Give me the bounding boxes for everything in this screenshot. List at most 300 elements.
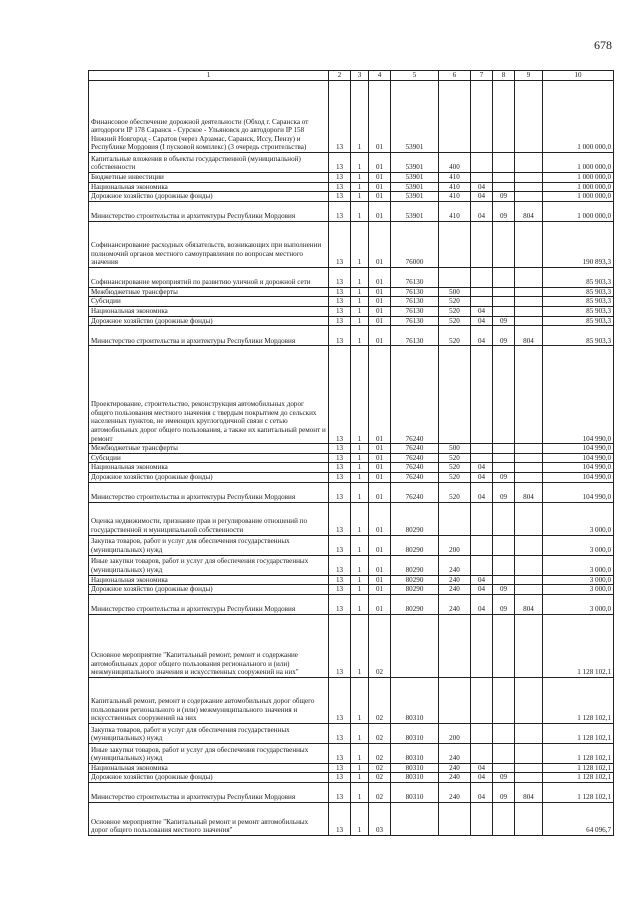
section-code-cell: 13 — [329, 482, 351, 502]
expense-type-cell: 240 — [439, 575, 471, 585]
target-article-cell: 76240 — [391, 463, 439, 473]
section-code-cell: 13 — [329, 614, 351, 677]
expense-type-cell: 200 — [439, 723, 471, 743]
section-code-cell: 13 — [329, 763, 351, 773]
subsection-code-cell: 1 — [351, 585, 369, 595]
target-article-cell: 80290 — [391, 502, 439, 535]
expense-type-cell — [439, 267, 471, 287]
expense-type-cell: 240 — [439, 743, 471, 763]
division-code-cell: 04 — [471, 594, 493, 614]
program-code-cell: 01 — [369, 81, 391, 153]
target-article-cell: 80290 — [391, 535, 439, 555]
table-row — [89, 346, 614, 444]
division-code-cell — [471, 802, 493, 835]
target-article-cell: 76130 — [391, 326, 439, 346]
subdivision-code-cell — [493, 182, 515, 192]
amount-cell: 64 096,7 — [543, 802, 614, 835]
subsection-code-cell: 1 — [351, 153, 369, 173]
program-code-cell: 01 — [369, 267, 391, 287]
division-code-cell: 04 — [471, 326, 493, 346]
program-code-cell: 02 — [369, 763, 391, 773]
expense-type-cell: 400 — [439, 153, 471, 173]
subdivision-code-cell: 09 — [493, 192, 515, 202]
table-row — [89, 773, 614, 783]
program-code-cell: 02 — [369, 614, 391, 677]
division-code-cell — [471, 153, 493, 173]
subsection-code-cell: 1 — [351, 346, 369, 444]
ministry-code-cell — [515, 153, 543, 173]
amount-cell: 1 000 000,0 — [543, 173, 614, 183]
division-code-cell: 04 — [471, 773, 493, 783]
table-row — [89, 453, 614, 463]
ministry-code-cell — [515, 173, 543, 183]
column-header: 2 — [329, 71, 351, 81]
expense-type-cell: 240 — [439, 594, 471, 614]
subdivision-code-cell — [493, 173, 515, 183]
target-article-cell: 80290 — [391, 575, 439, 585]
subdivision-code-cell — [493, 575, 515, 585]
program-code-cell: 01 — [369, 463, 391, 473]
target-article-cell — [391, 614, 439, 677]
row-name-cell: Бюджетные инвестиции — [89, 173, 329, 183]
section-code-cell: 13 — [329, 221, 351, 267]
amount-cell: 104 990,0 — [543, 463, 614, 473]
amount-cell: 3 000,0 — [543, 535, 614, 555]
amount-cell: 3 000,0 — [543, 594, 614, 614]
row-name-cell: Проектирование, строительство, реконструкция автомобильных дорог общего пользования местного значения с твердым покрытием до сельских населенных пунктов, не имеющих круглогодичной связи с сетью автомобильных дорог общего пользования, а также их капитальный ремонт и ремонт — [89, 346, 329, 444]
subdivision-code-cell: 09 — [493, 782, 515, 802]
subsection-code-cell: 1 — [351, 594, 369, 614]
row-name-cell: Основное мероприятие "Капитальный ремонт, ремонт и содержание автомобильных дорог общего пользования регионального и (или) межмуниципального значения и искусственных сооружений на них" — [89, 614, 329, 677]
program-code-cell: 01 — [369, 444, 391, 454]
table-row — [89, 221, 614, 267]
table-row — [89, 743, 614, 763]
division-code-cell — [471, 502, 493, 535]
division-code-cell — [471, 346, 493, 444]
ministry-code-cell — [515, 182, 543, 192]
division-code-cell: 04 — [471, 182, 493, 192]
amount-cell: 1 128 102,1 — [543, 723, 614, 743]
subdivision-code-cell — [493, 287, 515, 297]
section-code-cell: 13 — [329, 585, 351, 595]
ministry-code-cell — [515, 192, 543, 202]
ministry-code-cell — [515, 575, 543, 585]
table-row — [89, 297, 614, 307]
ministry-code-cell — [515, 614, 543, 677]
program-code-cell: 01 — [369, 346, 391, 444]
section-code-cell: 13 — [329, 153, 351, 173]
expense-type-cell — [439, 346, 471, 444]
subdivision-code-cell: 09 — [493, 316, 515, 326]
ministry-code-cell — [515, 297, 543, 307]
amount-cell: 85 903,3 — [543, 326, 614, 346]
section-code-cell: 13 — [329, 287, 351, 297]
target-article-cell: 76130 — [391, 306, 439, 316]
row-name-cell: Министерство строительства и архитектуры Республики Мордовия — [89, 201, 329, 221]
subsection-code-cell: 1 — [351, 297, 369, 307]
column-header: 3 — [351, 71, 369, 81]
table-row — [89, 782, 614, 802]
program-code-cell: 01 — [369, 201, 391, 221]
ministry-code-cell — [515, 463, 543, 473]
target-article-cell: 80310 — [391, 743, 439, 763]
table-body — [89, 81, 614, 836]
expense-type-cell — [439, 614, 471, 677]
section-code-cell: 13 — [329, 182, 351, 192]
program-code-cell: 01 — [369, 221, 391, 267]
subsection-code-cell: 1 — [351, 555, 369, 575]
section-code-cell: 13 — [329, 326, 351, 346]
program-code-cell: 01 — [369, 316, 391, 326]
subdivision-code-cell — [493, 297, 515, 307]
target-article-cell: 53901 — [391, 201, 439, 221]
subdivision-code-cell: 09 — [493, 594, 515, 614]
row-name-cell: Иные закупки товаров, работ и услуг для обеспечения государственных (муниципальных) нужд — [89, 743, 329, 763]
division-code-cell: 04 — [471, 192, 493, 202]
section-code-cell: 13 — [329, 575, 351, 585]
amount-cell: 1 000 000,0 — [543, 182, 614, 192]
subdivision-code-cell — [493, 306, 515, 316]
amount-cell: 1 128 102,1 — [543, 763, 614, 773]
program-code-cell: 01 — [369, 535, 391, 555]
subsection-code-cell: 1 — [351, 723, 369, 743]
section-code-cell: 13 — [329, 346, 351, 444]
ministry-code-cell — [515, 267, 543, 287]
subdivision-code-cell — [493, 763, 515, 773]
row-name-cell: Субсидии — [89, 453, 329, 463]
program-code-cell: 02 — [369, 677, 391, 723]
target-article-cell: 76000 — [391, 221, 439, 267]
subsection-code-cell: 1 — [351, 472, 369, 482]
row-name-cell: Софинансирование расходных обязательств, возникающих при выполнении полномочий органов местного самоуправления по вопросам местного значения — [89, 221, 329, 267]
amount-cell: 104 990,0 — [543, 482, 614, 502]
amount-cell: 3 000,0 — [543, 585, 614, 595]
amount-cell: 104 990,0 — [543, 472, 614, 482]
table-row — [89, 802, 614, 835]
row-name-cell: Министерство строительства и архитектуры Республики Мордовия — [89, 782, 329, 802]
target-article-cell: 53901 — [391, 182, 439, 192]
target-article-cell: 80290 — [391, 555, 439, 575]
subdivision-code-cell — [493, 81, 515, 153]
expense-type-cell: 520 — [439, 463, 471, 473]
subsection-code-cell: 1 — [351, 306, 369, 316]
page-number: 678 — [594, 38, 612, 52]
amount-cell: 85 903,3 — [543, 306, 614, 316]
subdivision-code-cell — [493, 802, 515, 835]
program-code-cell: 03 — [369, 802, 391, 835]
target-article-cell: 76240 — [391, 482, 439, 502]
ministry-code-cell — [515, 743, 543, 763]
table-row — [89, 81, 614, 153]
subdivision-code-cell — [493, 555, 515, 575]
expense-type-cell: 240 — [439, 555, 471, 575]
table-row — [89, 677, 614, 723]
table-row — [89, 192, 614, 202]
subdivision-code-cell — [493, 535, 515, 555]
row-name-cell: Финансовое обеспечение дорожной деятельности (Обход г. Саранска от автодороги IP 178 Саранск - Сурское - Ульяновск до автодороги IP 158 Нижний Новгород - Саратов (через Арзамас, Саранск, Иссу, Пензу) и Республике Мордовия (I пусковой комплекс) (3 очередь строительства) — [89, 81, 329, 153]
subdivision-code-cell — [493, 346, 515, 444]
table-row — [89, 535, 614, 555]
section-code-cell: 13 — [329, 297, 351, 307]
target-article-cell: 53901 — [391, 173, 439, 183]
ministry-code-cell — [515, 773, 543, 783]
division-code-cell — [471, 535, 493, 555]
ministry-code-cell: 804 — [515, 594, 543, 614]
section-code-cell: 13 — [329, 535, 351, 555]
section-code-cell: 13 — [329, 782, 351, 802]
row-name-cell: Закупка товаров, работ и услуг для обеспечения государственных (муниципальных) нужд — [89, 723, 329, 743]
subsection-code-cell: 1 — [351, 802, 369, 835]
section-code-cell: 13 — [329, 677, 351, 723]
subsection-code-cell: 1 — [351, 463, 369, 473]
expense-type-cell: 240 — [439, 782, 471, 802]
division-code-cell — [471, 453, 493, 463]
program-code-cell: 01 — [369, 453, 391, 463]
target-article-cell: 76130 — [391, 267, 439, 287]
expense-type-cell: 410 — [439, 201, 471, 221]
column-header: 7 — [471, 71, 493, 81]
division-code-cell — [471, 555, 493, 575]
target-article-cell: 80310 — [391, 782, 439, 802]
row-name-cell: Министерство строительства и архитектуры Республики Мордовия — [89, 326, 329, 346]
target-article-cell: 76130 — [391, 287, 439, 297]
division-code-cell: 04 — [471, 575, 493, 585]
subsection-code-cell: 1 — [351, 743, 369, 763]
subdivision-code-cell: 09 — [493, 482, 515, 502]
expense-type-cell — [439, 81, 471, 153]
table-row — [89, 173, 614, 183]
table-header-row — [89, 71, 614, 81]
program-code-cell: 01 — [369, 575, 391, 585]
section-code-cell: 13 — [329, 453, 351, 463]
expense-type-cell: 520 — [439, 453, 471, 463]
target-article-cell: 53901 — [391, 81, 439, 153]
section-code-cell: 13 — [329, 743, 351, 763]
ministry-code-cell — [515, 81, 543, 153]
amount-cell: 85 903,3 — [543, 316, 614, 326]
expense-type-cell: 410 — [439, 192, 471, 202]
ministry-code-cell — [515, 287, 543, 297]
amount-cell: 3 000,0 — [543, 502, 614, 535]
expense-type-cell: 200 — [439, 535, 471, 555]
section-code-cell: 13 — [329, 594, 351, 614]
target-article-cell: 80310 — [391, 773, 439, 783]
program-code-cell: 02 — [369, 782, 391, 802]
row-name-cell: Министерство строительства и архитектуры Республики Мордовия — [89, 594, 329, 614]
section-code-cell: 13 — [329, 463, 351, 473]
row-name-cell: Софинансирование мероприятий по развитию уличной и дорожной сети — [89, 267, 329, 287]
subdivision-code-cell: 09 — [493, 472, 515, 482]
amount-cell: 3 000,0 — [543, 575, 614, 585]
section-code-cell: 13 — [329, 316, 351, 326]
table-row — [89, 502, 614, 535]
subsection-code-cell: 1 — [351, 173, 369, 183]
subsection-code-cell: 1 — [351, 677, 369, 723]
ministry-code-cell — [515, 723, 543, 743]
program-code-cell: 01 — [369, 182, 391, 192]
table-row — [89, 153, 614, 173]
ministry-code-cell: 804 — [515, 201, 543, 221]
expense-type-cell: 410 — [439, 182, 471, 192]
program-code-cell: 01 — [369, 502, 391, 535]
ministry-code-cell — [515, 346, 543, 444]
subdivision-code-cell: 09 — [493, 326, 515, 346]
division-code-cell: 04 — [471, 316, 493, 326]
subsection-code-cell: 1 — [351, 482, 369, 502]
subsection-code-cell: 1 — [351, 326, 369, 346]
column-header: 6 — [439, 71, 471, 81]
amount-cell: 1 000 000,0 — [543, 81, 614, 153]
target-article-cell: 53901 — [391, 192, 439, 202]
amount-cell: 190 893,3 — [543, 221, 614, 267]
expense-type-cell — [439, 677, 471, 723]
target-article-cell: 53901 — [391, 153, 439, 173]
section-code-cell: 13 — [329, 267, 351, 287]
subsection-code-cell: 1 — [351, 221, 369, 267]
target-article-cell: 76240 — [391, 472, 439, 482]
section-code-cell: 13 — [329, 444, 351, 454]
amount-cell: 1 000 000,0 — [543, 201, 614, 221]
program-code-cell: 01 — [369, 482, 391, 502]
expense-type-cell — [439, 802, 471, 835]
program-code-cell: 01 — [369, 287, 391, 297]
section-code-cell: 13 — [329, 173, 351, 183]
amount-cell: 104 990,0 — [543, 346, 614, 444]
section-code-cell: 13 — [329, 201, 351, 221]
subsection-code-cell: 1 — [351, 773, 369, 783]
amount-cell: 85 903,3 — [543, 297, 614, 307]
subdivision-code-cell: 09 — [493, 585, 515, 595]
section-code-cell: 13 — [329, 723, 351, 743]
table-row — [89, 723, 614, 743]
division-code-cell: 04 — [471, 201, 493, 221]
target-article-cell: 80310 — [391, 763, 439, 773]
amount-cell: 1 000 000,0 — [543, 153, 614, 173]
target-article-cell: 80310 — [391, 677, 439, 723]
division-code-cell — [471, 743, 493, 763]
subsection-code-cell: 1 — [351, 267, 369, 287]
program-code-cell: 01 — [369, 585, 391, 595]
row-name-cell: Национальная экономика — [89, 763, 329, 773]
ministry-code-cell: 804 — [515, 782, 543, 802]
expense-type-cell: 520 — [439, 316, 471, 326]
ministry-code-cell — [515, 221, 543, 267]
subsection-code-cell: 1 — [351, 192, 369, 202]
row-name-cell: Оценка недвижимости, признание прав и регулирование отношений по государственной и муниципальной собственности — [89, 502, 329, 535]
subdivision-code-cell — [493, 267, 515, 287]
row-name-cell: Основное мероприятие "Капитальный ремонт и ремонт автомобильных дорог общего пользования местного значения" — [89, 802, 329, 835]
expense-type-cell: 240 — [439, 585, 471, 595]
expense-type-cell — [439, 502, 471, 535]
amount-cell: 1 128 102,1 — [543, 677, 614, 723]
table-row — [89, 201, 614, 221]
row-name-cell: Дорожное хозяйство (дорожные фонды) — [89, 472, 329, 482]
row-name-cell: Дорожное хозяйство (дорожные фонды) — [89, 192, 329, 202]
subsection-code-cell: 1 — [351, 316, 369, 326]
division-code-cell: 04 — [471, 585, 493, 595]
program-code-cell: 01 — [369, 306, 391, 316]
table-row — [89, 555, 614, 575]
target-article-cell: 76240 — [391, 346, 439, 444]
expense-type-cell: 240 — [439, 763, 471, 773]
subsection-code-cell: 1 — [351, 782, 369, 802]
expense-type-cell: 520 — [439, 297, 471, 307]
subsection-code-cell: 1 — [351, 614, 369, 677]
table-row — [89, 763, 614, 773]
target-article-cell: 80290 — [391, 585, 439, 595]
row-name-cell: Дорожное хозяйство (дорожные фонды) — [89, 773, 329, 783]
row-name-cell: Закупка товаров, работ и услуг для обеспечения государственных (муниципальных) нужд — [89, 535, 329, 555]
ministry-code-cell — [515, 453, 543, 463]
program-code-cell: 01 — [369, 472, 391, 482]
subsection-code-cell: 1 — [351, 201, 369, 221]
table-row — [89, 594, 614, 614]
section-code-cell: 13 — [329, 502, 351, 535]
division-code-cell: 04 — [471, 463, 493, 473]
subdivision-code-cell: 09 — [493, 201, 515, 221]
ministry-code-cell — [515, 585, 543, 595]
subsection-code-cell: 1 — [351, 444, 369, 454]
program-code-cell: 01 — [369, 153, 391, 173]
subsection-code-cell: 1 — [351, 287, 369, 297]
ministry-code-cell: 804 — [515, 482, 543, 502]
amount-cell: 104 990,0 — [543, 453, 614, 463]
ministry-code-cell — [515, 502, 543, 535]
row-name-cell: Национальная экономика — [89, 306, 329, 316]
amount-cell: 1 128 102,1 — [543, 773, 614, 783]
subdivision-code-cell — [493, 221, 515, 267]
target-article-cell: 80290 — [391, 594, 439, 614]
row-name-cell: Министерство строительства и архитектуры Республики Мордовия — [89, 482, 329, 502]
amount-cell: 3 000,0 — [543, 555, 614, 575]
table-row — [89, 444, 614, 454]
column-header: 9 — [515, 71, 543, 81]
row-name-cell: Иные закупки товаров, работ и услуг для обеспечения государственных (муниципальных) нужд — [89, 555, 329, 575]
program-code-cell: 01 — [369, 555, 391, 575]
subsection-code-cell: 1 — [351, 575, 369, 585]
section-code-cell: 13 — [329, 81, 351, 153]
budget-table — [88, 70, 614, 836]
division-code-cell — [471, 267, 493, 287]
ministry-code-cell — [515, 444, 543, 454]
table-row — [89, 575, 614, 585]
amount-cell: 104 990,0 — [543, 444, 614, 454]
subsection-code-cell: 1 — [351, 763, 369, 773]
table-row — [89, 182, 614, 192]
ministry-code-cell — [515, 535, 543, 555]
expense-type-cell: 240 — [439, 773, 471, 783]
program-code-cell: 01 — [369, 192, 391, 202]
division-code-cell — [471, 81, 493, 153]
row-name-cell: Дорожное хозяйство (дорожные фонды) — [89, 316, 329, 326]
column-header: 5 — [391, 71, 439, 81]
division-code-cell — [471, 287, 493, 297]
subsection-code-cell: 1 — [351, 453, 369, 463]
row-name-cell: Национальная экономика — [89, 182, 329, 192]
target-article-cell: 80310 — [391, 723, 439, 743]
division-code-cell: 04 — [471, 782, 493, 802]
expense-type-cell: 520 — [439, 472, 471, 482]
table-row — [89, 316, 614, 326]
expense-type-cell: 520 — [439, 306, 471, 316]
ministry-code-cell — [515, 763, 543, 773]
ministry-code-cell: 804 — [515, 326, 543, 346]
row-name-cell: Национальная экономика — [89, 575, 329, 585]
row-name-cell: Межбюджетные трансферты — [89, 287, 329, 297]
section-code-cell: 13 — [329, 306, 351, 316]
section-code-cell: 13 — [329, 192, 351, 202]
subdivision-code-cell — [493, 502, 515, 535]
